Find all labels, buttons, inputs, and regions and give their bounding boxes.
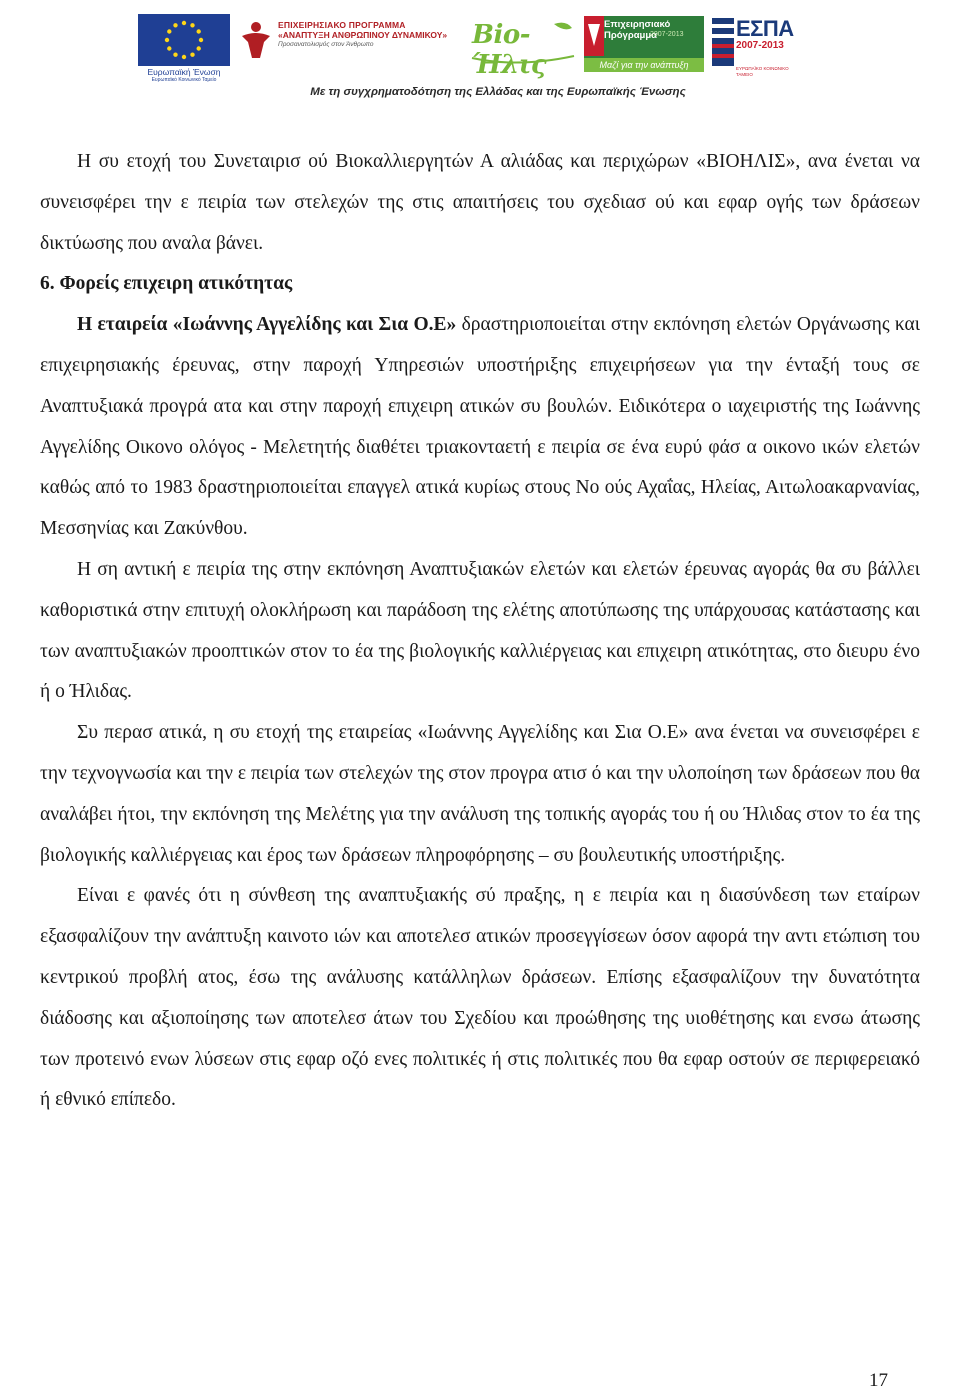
company-name: Η εταιρεία «Ιωάννης Αγγελίδης και Σια Ο.Ε» xyxy=(77,314,457,336)
ep-title-line1: ΕΠΙΧΕΙΡΗΣΙΑΚΟ ΠΡΟΓΡΑΜΜΑ xyxy=(278,20,406,30)
ops-title: Επιχειρησιακό Πρόγραμμα xyxy=(604,19,671,41)
section-heading: 6. Φορείς επιχειρη ατικότητας xyxy=(40,273,293,295)
paragraph-bioilis-participation: Η συ ετοχή του Συνεταιρισ ού Βιοκαλλιεργητών Α αλιάδας και περιχώρων «ΒΙΟΗΛΙΣ», ανα ένεται να συνεισφέρει την ε πειρία των στελεχών της στις απαιτήσεις του σχεδιασ ού και εφαρ ογής των δράσεων δικτύωσης που αναλα βάνει. xyxy=(40,151,920,254)
espa-years: 2007-2013 xyxy=(736,40,784,51)
paragraph-experience: Η ση αντική ε πειρία της στην εκπόνηση Αναπτυξιακών ελετών και ελετών έρευνας αγοράς θα συ βάλλει καθοριστικά στην επιτυχή ολοκλήρωση και παράδοση της ελέτης αποτύπωσης της υπάρχουσας κατάστασης και των αναπτυξιακών προοπτικών στον το έα της βιολογικής καλλιέργειας και επιχειρη ατικότητας, στο διευρυ ένο ή ο Ήλιδας. xyxy=(40,558,920,703)
eu-flag-icon xyxy=(138,14,230,66)
ops-motto: Μαζί για την ανάπτυξη xyxy=(584,58,704,72)
eu-caption: Ευρωπαϊκή Ένωση xyxy=(147,67,221,77)
bio-ilis-logo xyxy=(468,18,578,80)
page-number: 17 xyxy=(869,1370,888,1391)
ops-emblem-icon xyxy=(584,16,604,56)
rural-development-programme-logo xyxy=(584,16,704,76)
espa-flag-icon xyxy=(712,18,734,66)
human-figure-icon xyxy=(238,20,274,60)
eu-subcaption: Ευρωπαϊκό Κοινωνικό Ταμείο xyxy=(151,77,217,83)
espa-fund-caption: ΕΥΡΩΠΑΪΚΟ ΚΟΙΝΩΝΙΚΟ ΤΑΜΕΙΟ xyxy=(736,66,789,77)
paragraph-angelidis-company xyxy=(40,305,920,550)
eu-logo xyxy=(138,14,230,84)
espa-logo xyxy=(712,16,802,82)
ops-years: 2007-2013 xyxy=(650,31,684,38)
espa-wordmark: ΕΣΠΑ xyxy=(736,16,794,41)
ep-title-line2: «ΑΝΑΠΤΥΞΗ ΑΝΘΡΩΠΙΝΟΥ ΔΥΝΑΜΙΚΟΥ» xyxy=(278,30,448,40)
operational-programme-logo xyxy=(238,18,468,68)
leaf-swoosh-icon xyxy=(468,18,578,68)
ep-tagline: Προσανατολισμός στον Άνθρωπο xyxy=(278,41,374,48)
document-body xyxy=(40,142,920,1121)
header-logo-strip xyxy=(138,14,802,84)
bio-ilis-wordmark: Bio-Ήλις xyxy=(472,20,547,80)
cofinancing-statement: Με τη συγχρηματοδότηση της Ελλάδας και της Ευρωπαϊκής Ένωσης xyxy=(310,86,686,98)
paragraph-conclusion: Συ περασ ατικά, η συ ετοχή της εταιρείας «Ιωάννης Αγγελίδης και Σια Ο.Ε» ανα ένεται να συνεισφέρει ε την τεχνογνωσία και την ε πειρία των στελεχών της στον προγρα ατισ ό και την υλοποίηση των δράσεων που θα αναλάβει ήτοι, την εκπόνηση της Μελέτης για την ανάλυση της τοπικής αγοράς του ή ου Ήλιδας στον το έα της βιολογικής καλλιέργειας και έρος των δράσεων πληροφόρησης – συ βουλευτικής υποστήριξης. xyxy=(40,722,920,866)
company-description: δραστηριοποιείται στην εκπόνηση ελετών Οργάνωσης και επιχειρησιακής έρευνας, στην παροχή Υπηρεσιών υποστήριξης επιχειρήσεων για την ένταξή τους σε Αναπτυξιακά προγρά ατα και στην παροχή επιχειρη ατικών συ βουλών. Ειδικότερα ο ιαχειριστής της Ιωάννης Αγγελίδης Οικονο ολόγος - Μελετητής διαθέτει τριακονταετή ε πειρία σε ένα ευρύ φάσ α οικονο ικών ελετών καθώς από το 1983 δραστηριοποιείται επαγγελ ατικά κυρίως στους Νο ούς Αχαΐας, Ηλείας, Αιτωλοακαρνανίας, Μεσσηνίας και Ζακύνθου. xyxy=(40,314,920,540)
paragraph-partnership: Είναι ε φανές ότι η σύνθεση της αναπτυξιακής σύ πραξης, η ε πειρία και η διασύνδεση των εταίρων εξασφαλίζουν την ανάπτυξη καινοτο ιών και αποτελεσ ατικών προσεγγίσεων όσον αφορά την αντι ετώπιση του κεντρικού προβλή ατος, έσω της ανάλυσης κατάλληλων δράσεων. Επίσης εξασφαλίζουν την δυνατότητα διάδοσης και αξιοποίησης των αποτελεσ άτων του Σχεδίου και προώθησης της υιοθέτησης και ενσω άτωσης των προτεινό ενων λύσεων στις εφαρ οζό ενες πολιτικές ή στις πολιτικές που θα εφαρ οστούν σε περιφερειακό ή εθνικό επίπεδο. xyxy=(40,885,920,1111)
